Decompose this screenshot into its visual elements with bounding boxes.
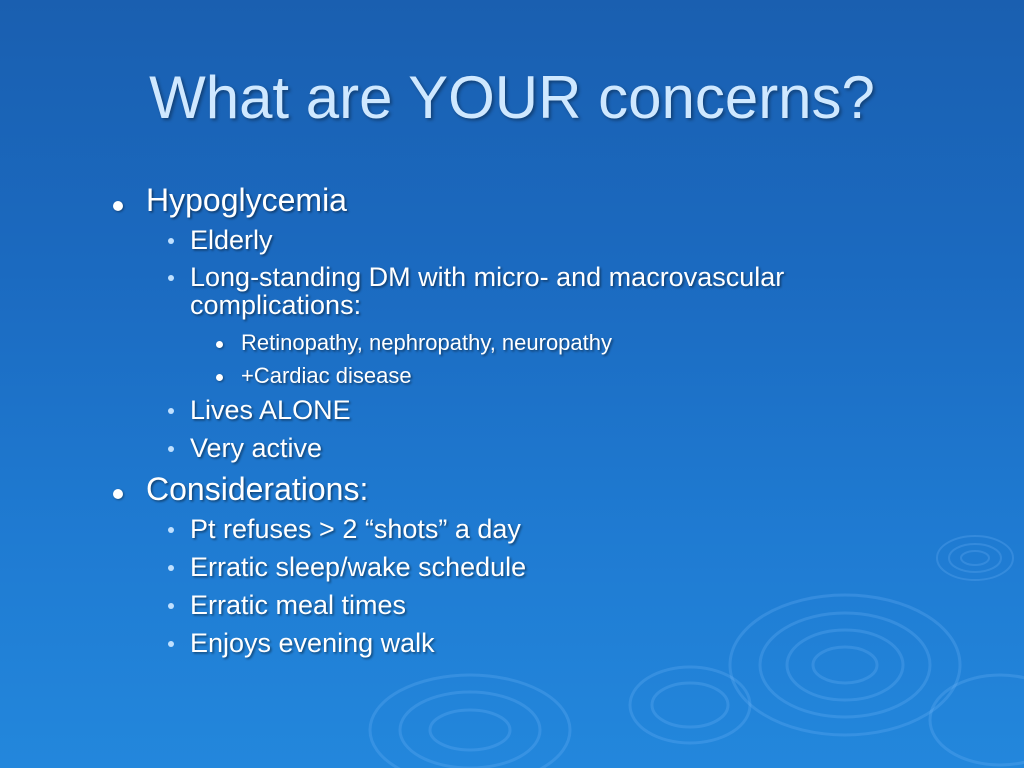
list-item: Erratic sleep/wake schedule bbox=[190, 552, 527, 582]
bullet-dot bbox=[113, 489, 123, 499]
sub-list-item: +Cardiac disease bbox=[241, 363, 412, 388]
bullet-dot bbox=[216, 374, 223, 381]
sub-bullet-dot bbox=[168, 408, 174, 414]
sub-list-item: Retinopathy, nephropathy, neuropathy bbox=[241, 330, 613, 355]
list-item: Pt refuses > 2 “shots” a day bbox=[190, 514, 521, 544]
sub-bullet-dot bbox=[168, 565, 174, 571]
list-item-continuation: complications: bbox=[190, 290, 362, 320]
bullet-dot bbox=[113, 201, 123, 211]
sub-bullet-dot bbox=[168, 527, 174, 533]
sub-bullet-dot bbox=[168, 238, 174, 244]
bullet-dot bbox=[216, 341, 223, 348]
section-heading-considerations: Considerations: bbox=[146, 471, 369, 507]
list-item: Lives ALONE bbox=[190, 395, 351, 425]
list-item: Long-standing DM with micro- and macrovascular bbox=[190, 262, 785, 292]
section-heading-hypoglycemia: Hypoglycemia bbox=[146, 182, 347, 218]
list-item: Elderly bbox=[190, 225, 273, 255]
list-item: Erratic meal times bbox=[190, 590, 407, 620]
slide-title: What are YOUR concerns? bbox=[149, 64, 875, 131]
sub-bullet-dot bbox=[168, 603, 174, 609]
sub-bullet-dot bbox=[168, 641, 174, 647]
sub-bullet-dot bbox=[168, 275, 174, 281]
list-item: Enjoys evening walk bbox=[190, 628, 435, 658]
list-item: Very active bbox=[190, 433, 323, 463]
sub-bullet-dot bbox=[168, 446, 174, 452]
